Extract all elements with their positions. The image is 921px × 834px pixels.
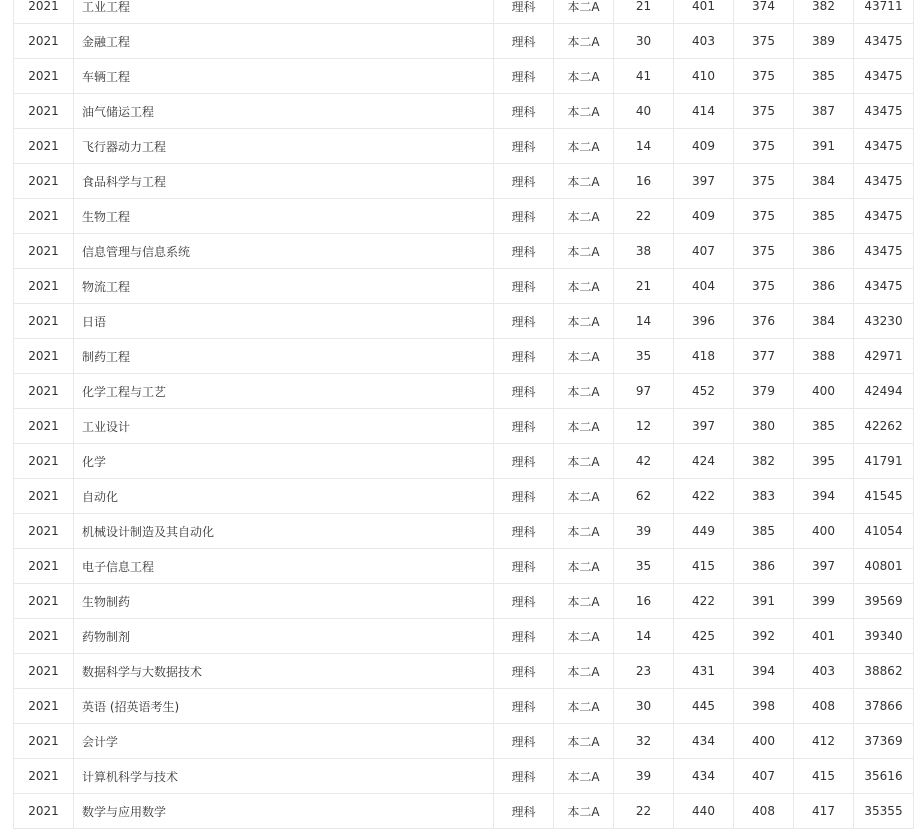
category-cell: 理科 [494,654,554,689]
avg-score-cell: 387 [794,94,854,129]
plan-count-cell: 39 [614,759,674,794]
major-cell: 计算机科学与技术 [74,759,494,794]
table-row [14,129,914,164]
table-row [14,724,914,759]
category-cell: 理科 [494,94,554,129]
min-rank-cell: 43475 [854,59,914,94]
max-score-cell: 431 [674,654,734,689]
max-score-cell: 396 [674,304,734,339]
plan-count-cell: 97 [614,374,674,409]
avg-score-cell: 400 [794,514,854,549]
avg-score-cell: 412 [794,724,854,759]
plan-count-cell: 22 [614,794,674,829]
min-rank-cell: 37369 [854,724,914,759]
min-rank-cell: 39569 [854,584,914,619]
min-score-cell: 375 [734,234,794,269]
min-rank-cell: 43475 [854,129,914,164]
min-score-cell: 376 [734,304,794,339]
category-cell: 理科 [494,374,554,409]
max-score-cell: 445 [674,689,734,724]
table-row [14,164,914,199]
avg-score-cell: 385 [794,199,854,234]
category-cell: 理科 [494,24,554,59]
min-score-cell: 375 [734,164,794,199]
max-score-cell: 434 [674,759,734,794]
table-row [14,374,914,409]
min-rank-cell: 42262 [854,409,914,444]
min-score-cell: 391 [734,584,794,619]
min-rank-cell: 41791 [854,444,914,479]
plan-count-cell: 38 [614,234,674,269]
table-row [14,234,914,269]
table-row [14,689,914,724]
max-score-cell: 407 [674,234,734,269]
year-cell: 2021 [14,234,74,269]
plan-count-cell: 42 [614,444,674,479]
min-score-cell: 375 [734,59,794,94]
batch-cell: 本二A [554,654,614,689]
max-score-cell: 414 [674,94,734,129]
plan-count-cell: 32 [614,724,674,759]
max-score-cell: 418 [674,339,734,374]
major-cell: 信息管理与信息系统 [74,234,494,269]
avg-score-cell: 399 [794,584,854,619]
category-cell: 理科 [494,759,554,794]
batch-cell: 本二A [554,339,614,374]
table-row [14,549,914,584]
year-cell: 2021 [14,304,74,339]
min-rank-cell: 43475 [854,94,914,129]
avg-score-cell: 395 [794,444,854,479]
major-cell: 化学 [74,444,494,479]
min-rank-cell: 35616 [854,759,914,794]
category-cell: 理科 [494,409,554,444]
avg-score-cell: 382 [794,0,854,24]
avg-score-cell: 388 [794,339,854,374]
plan-count-cell: 35 [614,549,674,584]
category-cell: 理科 [494,339,554,374]
max-score-cell: 434 [674,724,734,759]
table-row [14,794,914,829]
year-cell: 2021 [14,794,74,829]
min-score-cell: 382 [734,444,794,479]
plan-count-cell: 21 [614,0,674,24]
category-cell: 理科 [494,129,554,164]
table-row [14,514,914,549]
avg-score-cell: 386 [794,269,854,304]
batch-cell: 本二A [554,94,614,129]
avg-score-cell: 415 [794,759,854,794]
table-body [14,0,914,829]
avg-score-cell: 384 [794,164,854,199]
year-cell: 2021 [14,24,74,59]
batch-cell: 本二A [554,0,614,24]
year-cell: 2021 [14,409,74,444]
batch-cell: 本二A [554,549,614,584]
min-score-cell: 379 [734,374,794,409]
batch-cell: 本二A [554,584,614,619]
min-rank-cell: 43711 [854,0,914,24]
min-score-cell: 400 [734,724,794,759]
max-score-cell: 449 [674,514,734,549]
min-rank-cell: 43475 [854,164,914,199]
major-cell: 化学工程与工艺 [74,374,494,409]
major-cell: 英语 (招英语考生) [74,689,494,724]
year-cell: 2021 [14,199,74,234]
min-score-cell: 394 [734,654,794,689]
admission-scores-table [13,0,914,829]
plan-count-cell: 22 [614,199,674,234]
batch-cell: 本二A [554,59,614,94]
plan-count-cell: 23 [614,654,674,689]
min-score-cell: 375 [734,269,794,304]
min-rank-cell: 41545 [854,479,914,514]
category-cell: 理科 [494,794,554,829]
major-cell: 油气储运工程 [74,94,494,129]
category-cell: 理科 [494,479,554,514]
max-score-cell: 425 [674,619,734,654]
year-cell: 2021 [14,444,74,479]
major-cell: 日语 [74,304,494,339]
avg-score-cell: 401 [794,619,854,654]
batch-cell: 本二A [554,129,614,164]
major-cell: 食品科学与工程 [74,164,494,199]
table-row [14,479,914,514]
category-cell: 理科 [494,0,554,24]
admission-scores-table-wrapper [13,0,913,829]
major-cell: 制药工程 [74,339,494,374]
year-cell: 2021 [14,164,74,199]
plan-count-cell: 39 [614,514,674,549]
major-cell: 物流工程 [74,269,494,304]
major-cell: 药物制剂 [74,619,494,654]
table-row [14,0,914,24]
max-score-cell: 422 [674,584,734,619]
major-cell: 飞行器动力工程 [74,129,494,164]
table-row [14,94,914,129]
max-score-cell: 409 [674,129,734,164]
min-score-cell: 385 [734,514,794,549]
year-cell: 2021 [14,339,74,374]
category-cell: 理科 [494,619,554,654]
min-rank-cell: 42971 [854,339,914,374]
plan-count-cell: 21 [614,269,674,304]
min-rank-cell: 35355 [854,794,914,829]
min-rank-cell: 43475 [854,24,914,59]
year-cell: 2021 [14,549,74,584]
min-score-cell: 375 [734,129,794,164]
min-score-cell: 375 [734,199,794,234]
min-score-cell: 377 [734,339,794,374]
year-cell: 2021 [14,129,74,164]
batch-cell: 本二A [554,444,614,479]
min-rank-cell: 40801 [854,549,914,584]
avg-score-cell: 394 [794,479,854,514]
batch-cell: 本二A [554,479,614,514]
batch-cell: 本二A [554,724,614,759]
major-cell: 电子信息工程 [74,549,494,584]
avg-score-cell: 397 [794,549,854,584]
table-row [14,59,914,94]
batch-cell: 本二A [554,269,614,304]
category-cell: 理科 [494,269,554,304]
avg-score-cell: 384 [794,304,854,339]
max-score-cell: 424 [674,444,734,479]
max-score-cell: 397 [674,164,734,199]
year-cell: 2021 [14,0,74,24]
table-row [14,654,914,689]
category-cell: 理科 [494,584,554,619]
table-row [14,619,914,654]
max-score-cell: 422 [674,479,734,514]
min-score-cell: 375 [734,94,794,129]
year-cell: 2021 [14,514,74,549]
plan-count-cell: 12 [614,409,674,444]
major-cell: 车辆工程 [74,59,494,94]
category-cell: 理科 [494,549,554,584]
plan-count-cell: 35 [614,339,674,374]
min-score-cell: 383 [734,479,794,514]
batch-cell: 本二A [554,619,614,654]
plan-count-cell: 14 [614,129,674,164]
min-score-cell: 407 [734,759,794,794]
batch-cell: 本二A [554,304,614,339]
min-rank-cell: 37866 [854,689,914,724]
min-rank-cell: 43475 [854,234,914,269]
table-row [14,269,914,304]
min-score-cell: 380 [734,409,794,444]
min-score-cell: 386 [734,549,794,584]
batch-cell: 本二A [554,199,614,234]
year-cell: 2021 [14,584,74,619]
major-cell: 工业设计 [74,409,494,444]
avg-score-cell: 385 [794,59,854,94]
min-rank-cell: 41054 [854,514,914,549]
max-score-cell: 415 [674,549,734,584]
batch-cell: 本二A [554,794,614,829]
batch-cell: 本二A [554,24,614,59]
category-cell: 理科 [494,444,554,479]
category-cell: 理科 [494,514,554,549]
batch-cell: 本二A [554,514,614,549]
min-rank-cell: 39340 [854,619,914,654]
max-score-cell: 403 [674,24,734,59]
plan-count-cell: 30 [614,24,674,59]
max-score-cell: 404 [674,269,734,304]
category-cell: 理科 [494,59,554,94]
min-score-cell: 375 [734,24,794,59]
plan-count-cell: 40 [614,94,674,129]
max-score-cell: 397 [674,409,734,444]
year-cell: 2021 [14,59,74,94]
max-score-cell: 409 [674,199,734,234]
max-score-cell: 452 [674,374,734,409]
major-cell: 工业工程 [74,0,494,24]
avg-score-cell: 391 [794,129,854,164]
major-cell: 金融工程 [74,24,494,59]
year-cell: 2021 [14,724,74,759]
min-score-cell: 392 [734,619,794,654]
year-cell: 2021 [14,759,74,794]
plan-count-cell: 16 [614,164,674,199]
avg-score-cell: 389 [794,24,854,59]
plan-count-cell: 41 [614,59,674,94]
major-cell: 生物工程 [74,199,494,234]
plan-count-cell: 62 [614,479,674,514]
min-rank-cell: 43230 [854,304,914,339]
max-score-cell: 410 [674,59,734,94]
table-row [14,759,914,794]
batch-cell: 本二A [554,689,614,724]
plan-count-cell: 30 [614,689,674,724]
major-cell: 自动化 [74,479,494,514]
avg-score-cell: 403 [794,654,854,689]
min-rank-cell: 42494 [854,374,914,409]
year-cell: 2021 [14,689,74,724]
plan-count-cell: 14 [614,304,674,339]
table-row [14,24,914,59]
batch-cell: 本二A [554,409,614,444]
avg-score-cell: 408 [794,689,854,724]
min-rank-cell: 43475 [854,199,914,234]
max-score-cell: 401 [674,0,734,24]
batch-cell: 本二A [554,164,614,199]
min-rank-cell: 43475 [854,269,914,304]
batch-cell: 本二A [554,374,614,409]
category-cell: 理科 [494,304,554,339]
batch-cell: 本二A [554,759,614,794]
avg-score-cell: 385 [794,409,854,444]
avg-score-cell: 417 [794,794,854,829]
major-cell: 数学与应用数学 [74,794,494,829]
plan-count-cell: 14 [614,619,674,654]
table-row [14,304,914,339]
table-row [14,199,914,234]
max-score-cell: 440 [674,794,734,829]
category-cell: 理科 [494,199,554,234]
major-cell: 机械设计制造及其自动化 [74,514,494,549]
year-cell: 2021 [14,94,74,129]
year-cell: 2021 [14,654,74,689]
min-score-cell: 374 [734,0,794,24]
category-cell: 理科 [494,689,554,724]
year-cell: 2021 [14,619,74,654]
avg-score-cell: 400 [794,374,854,409]
year-cell: 2021 [14,374,74,409]
year-cell: 2021 [14,269,74,304]
min-rank-cell: 38862 [854,654,914,689]
major-cell: 数据科学与大数据技术 [74,654,494,689]
major-cell: 生物制药 [74,584,494,619]
table-row [14,584,914,619]
min-score-cell: 408 [734,794,794,829]
category-cell: 理科 [494,724,554,759]
batch-cell: 本二A [554,234,614,269]
table-row [14,409,914,444]
plan-count-cell: 16 [614,584,674,619]
category-cell: 理科 [494,234,554,269]
year-cell: 2021 [14,479,74,514]
min-score-cell: 398 [734,689,794,724]
table-row [14,444,914,479]
avg-score-cell: 386 [794,234,854,269]
major-cell: 会计学 [74,724,494,759]
category-cell: 理科 [494,164,554,199]
table-row [14,339,914,374]
